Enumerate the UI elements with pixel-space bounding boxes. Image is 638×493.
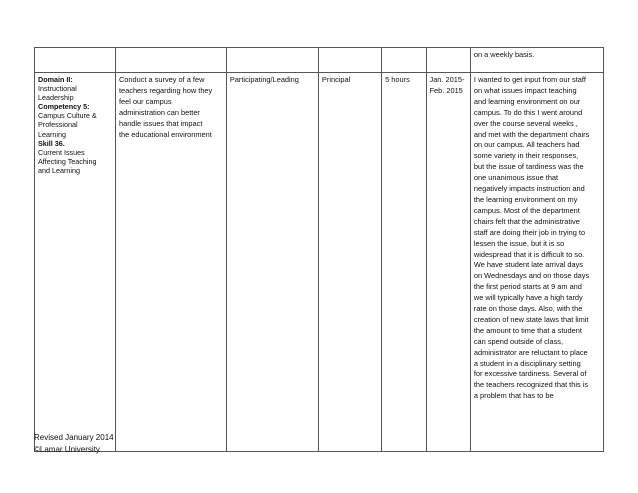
reflection-line: rate on those days. Also, with the: [473, 304, 583, 314]
role-text: Participating/Leading: [229, 75, 299, 84]
mentor-text: Principal: [321, 75, 351, 84]
reflection-line: but the issue of tardiness was the: [473, 162, 584, 172]
reflection-line: campus. Most of the department: [473, 205, 580, 215]
mentor-cell-empty: [318, 48, 381, 73]
reflection-line: a problem that has to be: [473, 391, 554, 401]
reflection-line: the amount to time that a student: [473, 325, 582, 335]
domain-label: Domain II:: [38, 75, 73, 84]
reflection-line: We have student late arrival days: [473, 260, 583, 270]
activity-line: handle issues that impact: [118, 118, 203, 128]
hours-text: 5 hours: [385, 75, 410, 84]
reflection-line: chairs felt that the administrative: [473, 216, 580, 226]
activity-line: teachers regarding how they: [118, 85, 213, 95]
domain-name: Instructional: [38, 84, 77, 94]
competency-name: Professional: [38, 120, 78, 130]
reflection-line: negatively impacts instruction and: [473, 184, 585, 194]
reflection-line: I wanted to get input from our staff: [473, 75, 586, 84]
reflection-line: we will typically have a high tardy: [473, 293, 583, 303]
reflection-line: staff are doing their job in trying to: [473, 227, 586, 237]
table-row: [35, 48, 604, 73]
role-cell: [226, 73, 318, 452]
reflection-line: some variety in their responses,: [473, 151, 579, 161]
reflection-line: one unanimous issue that: [473, 173, 559, 183]
competency-name: Learning: [38, 129, 66, 139]
domain-competency-skill: [38, 75, 112, 175]
internship-activity-table: [34, 47, 604, 452]
competency-label: Competency 5:: [38, 102, 90, 112]
page-footer: [34, 432, 114, 455]
revision-date: Revised January 2014: [34, 433, 114, 442]
activity-cell-empty: [115, 48, 226, 73]
reflection-line: and met with the department chairs: [473, 129, 590, 139]
reflection-line: for excessive tardiness. Several of: [473, 369, 587, 379]
activity-line: administration can better: [118, 107, 200, 117]
role-cell-empty: [226, 48, 318, 73]
skill-name: Current Issues: [38, 147, 85, 157]
dates-cell: [426, 73, 470, 452]
reflection-line: on Wednesdays and on those days: [473, 271, 590, 281]
mentor-cell: [318, 73, 381, 452]
domain-cell-empty: [35, 48, 116, 73]
table-row: [35, 73, 604, 452]
activity-cell: [115, 73, 226, 452]
reflection-line: a student in a disciplinary setting: [473, 358, 581, 368]
domain-cell: [35, 73, 116, 452]
date-end: Feb. 2015: [429, 85, 463, 95]
reflection-line: creation of new state laws that limit: [473, 314, 589, 324]
skill-name: Affecting Teaching: [38, 156, 97, 166]
skill-label: Skill 36.: [38, 138, 65, 148]
dates-cell-empty: [426, 48, 470, 73]
reflection-line: widespread that it is difficult to so.: [473, 249, 585, 259]
reflection-line: the learning environment on my: [473, 194, 578, 204]
date-start: Jan. 2015-: [429, 75, 465, 84]
reflection-line: can spend outside of class,: [473, 336, 564, 346]
activity-line: the educational environment: [118, 129, 212, 139]
reflection-line: the first period starts at 9 am and: [473, 282, 582, 292]
reflection-line: over the course several weeks ,: [473, 118, 578, 128]
activity-line: feel our campus: [118, 96, 172, 106]
reflection-cell: [470, 48, 603, 73]
domain-name: Leadership: [38, 93, 74, 103]
reflection-line: lessen the issue, but it is so: [473, 238, 565, 248]
competency-name: Campus Culture &: [38, 111, 97, 121]
copyright-notice: ©Lamar University: [34, 444, 100, 454]
reflection-cell: [470, 73, 603, 452]
reflection-line: and learning environment on our: [473, 96, 581, 106]
activity-line: Conduct a survey of a few: [118, 75, 205, 84]
reflection-text: on a weekly basis.: [473, 50, 535, 59]
reflection-line: on our campus. All teachers had: [473, 140, 580, 150]
reflection-line: on what issues impact teaching: [473, 85, 577, 95]
reflection-line: the teachers recognized that this is: [473, 380, 589, 390]
hours-cell: [382, 73, 426, 452]
reflection-line: administrator are reluctant to place: [473, 347, 588, 357]
skill-name: and Learning: [38, 165, 80, 175]
reflection-line: campus. To do this I went around: [473, 107, 583, 117]
hours-cell-empty: [382, 48, 426, 73]
